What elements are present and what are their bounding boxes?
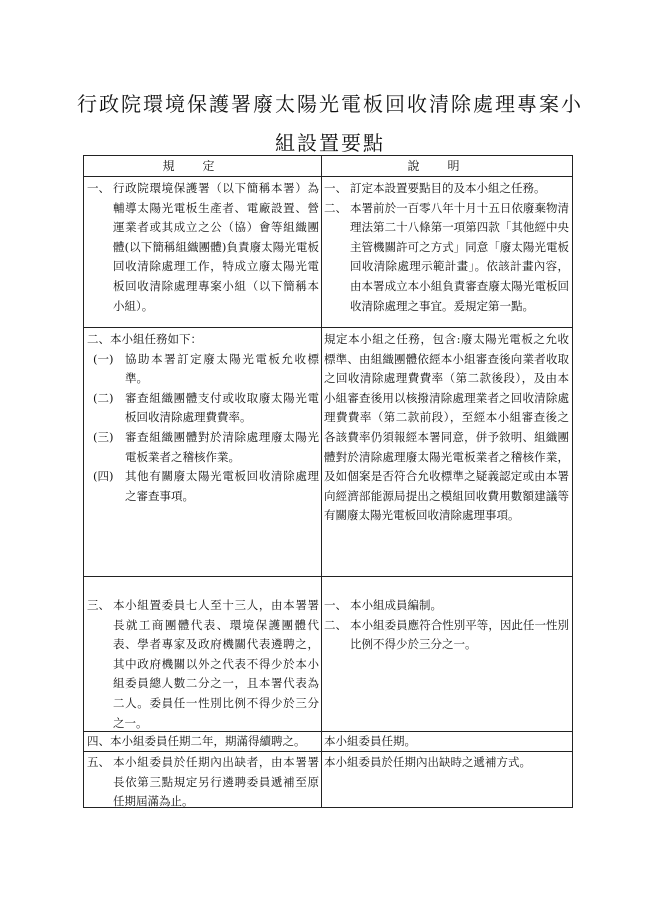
item-number: 一、 [87, 181, 110, 195]
subitem-text: 其他有關廢太陽光電板回收清除處理之審查事項。 [125, 469, 319, 503]
item-text: 訂定本設置要點目的及本小組之任務。 [350, 181, 546, 195]
provisions-table [83, 155, 573, 808]
row-4-explanation: 本小組委員任期。 [324, 734, 416, 748]
column-divider [321, 156, 322, 807]
explanation-item [324, 616, 569, 655]
item-text: 本小組置委員七人至十三人，由本署署長就工商團體代表、環境保護團體代表、學者專家及政府機關代表遴聘之，其中政府機關以外之代表不得少於本小組委員總人數二分之一，且本署代表為二人。委員任一性別比例不得少於三分之一。 [113, 598, 319, 730]
subitem-text: 審查組織團體支付或收取廢太陽光電板回收清除處理費費率。 [125, 390, 319, 425]
provision-subitem [87, 350, 319, 389]
item-number: 一、 [324, 598, 347, 612]
provision-intro: 二、本小組任務如下： [87, 332, 202, 346]
row-5-explanation: 本小組委員於任期內出缺時之遞補方式。 [324, 755, 531, 769]
subitem-number: (四) [93, 469, 114, 484]
provision-item [87, 753, 319, 812]
row-3-provision [87, 596, 319, 733]
subitem-text: 協助本署訂定廢太陽光電板允收標準。 [125, 351, 319, 386]
header-provision: 規定 [162, 159, 243, 173]
row-3-explanation [324, 596, 569, 655]
subitem-number: (一) [93, 351, 114, 366]
provision-subitem [87, 467, 319, 506]
row-4-provision: 四、本小組委員任期二年，期滿得續聘之。 [87, 734, 306, 748]
item-text: 行政院環境保護署（以下簡稱本署）為輔導太陽光電板生產者、電廠設置、營運業者或其成立之公（協）會等組織團體(以下簡稱組織團體)負責廢太陽光電板回收清除處理工作，特成立廢太陽光電板回收清除處理專案小組（以下簡稱本小組）。 [113, 181, 319, 313]
subitem-number: (二) [93, 390, 114, 405]
document-title-line-1: 行政院環境保護署廢太陽光電板回收清除處理專案小 [77, 92, 583, 116]
row-divider [84, 576, 572, 577]
row-5-provision [87, 753, 319, 812]
row-1-explanation [324, 179, 569, 316]
row-1-provision [87, 179, 319, 316]
item-number: 五、 [87, 755, 110, 769]
item-text: 本小組委員於任期內出缺者，由本署署長依第三點規定另行遴聘委員遞補至原任期屆滿為止。 [113, 755, 319, 809]
item-number: 二、 [324, 617, 347, 632]
row-2-provision [87, 330, 319, 506]
item-text: 本小組成員編制。 [350, 598, 442, 612]
item-text: 本署前於一百零八年十月十五日依廢棄物清理法第二十八條第一項第四款「其他經中央主管機關許可之方式」同意「廢太陽光電板回收清除處理示範計畫」。依該計畫內容，由本署成立本小組負責審查廢太陽光電板回收清除處理之事宜。爰規定第一點。 [350, 200, 569, 313]
explanation-item [324, 179, 569, 199]
row-2-explanation: 規定本小組之任務，包含:廢太陽光電板之允收標準、由組織團體依經本小組審查後向業者收取之回收清除處理費費率（第二款後段），及由本小組審查後用以核撥清除處理業者之回收清除處理費費率（第二款前段），至經本小組審查後之各該費率仍須報經本署同意，併予敘明、組織團體對於清除處理廢太陽光電板業者之稽核作業，及如個案是否符合允收標準之疑義認定或由本署向經濟部能源局提出之模組回收費用數額建議等有關廢太陽光電板回收清除處理事項。 [324, 332, 569, 523]
provision-subitem [87, 389, 319, 428]
item-number: 一、 [324, 181, 347, 195]
row-divider [84, 327, 572, 328]
provision-item [87, 179, 319, 316]
subitem-number: (三) [93, 429, 114, 444]
document-title-line-2: 組設置要點 [275, 131, 385, 155]
provision-subitem [87, 428, 319, 467]
header-explanation: 說明 [407, 159, 488, 173]
subitem-text: 審查組織團體對於清除處理廢太陽光電板業者之稽核作業。 [125, 429, 319, 464]
item-number: 三、 [87, 598, 110, 612]
explanation-item [324, 199, 569, 317]
item-number: 二、 [324, 200, 347, 215]
row-divider [84, 176, 572, 177]
provision-item [87, 596, 319, 733]
explanation-item [324, 596, 569, 616]
item-text: 本小組委員應符合性別平等，因此任一性別比例不得少於三分之一。 [350, 617, 569, 652]
